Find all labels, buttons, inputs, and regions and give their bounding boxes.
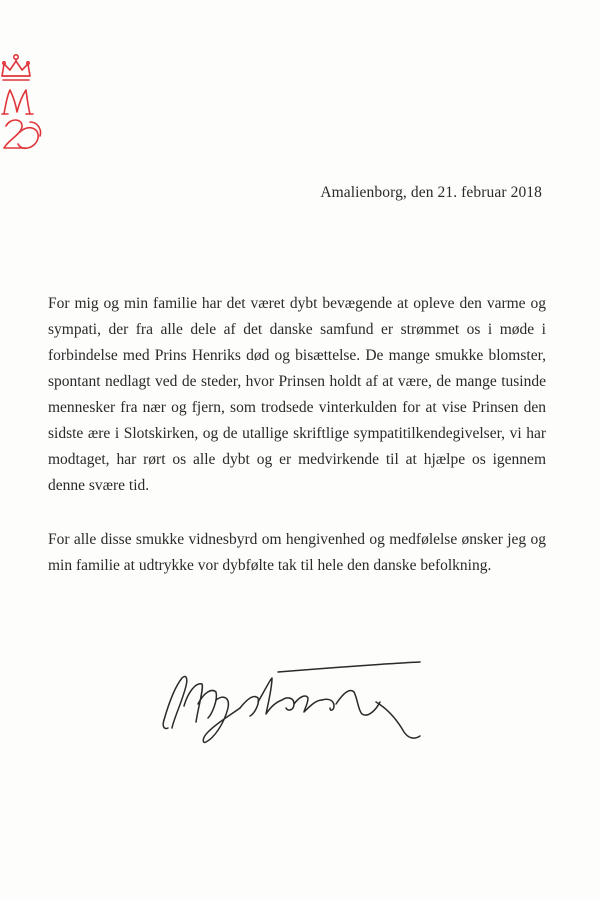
royal-monogram-icon [0,52,46,160]
handwritten-signature [158,648,438,748]
letter-paragraph: For mig og min familie har det været dybt bevægende at opleve den varme og sympati, der fra alle dele af det danske samfund er strømmet os i møde i forbindelse med Prins Henriks død og bisættelse. De mange smukke blomster, spontant nedlagt ved de steder, hvor Prinsen holdt af at være, de mange tusinde mennesker fra nær og fjern, som trodsede vinterkulden for at vise Prinsen den sidste ære i Slotskirken, og de utallige skriftlige sympatitilkendegivelser, vi har modtaget, har rørt os alle dybt og er medvirkende til at hjælpe os igennem denne svære tid. [48,295,546,494]
letter-paragraph: For alle disse smukke vidnesbyrd om hengivenhed og medfølelse ønsker jeg og min familie at udtrykke vor dybfølte tak til hele den danske befolkning. [48,531,546,574]
date-line: Amalienborg, den 21. februar 2018 [320,184,542,201]
